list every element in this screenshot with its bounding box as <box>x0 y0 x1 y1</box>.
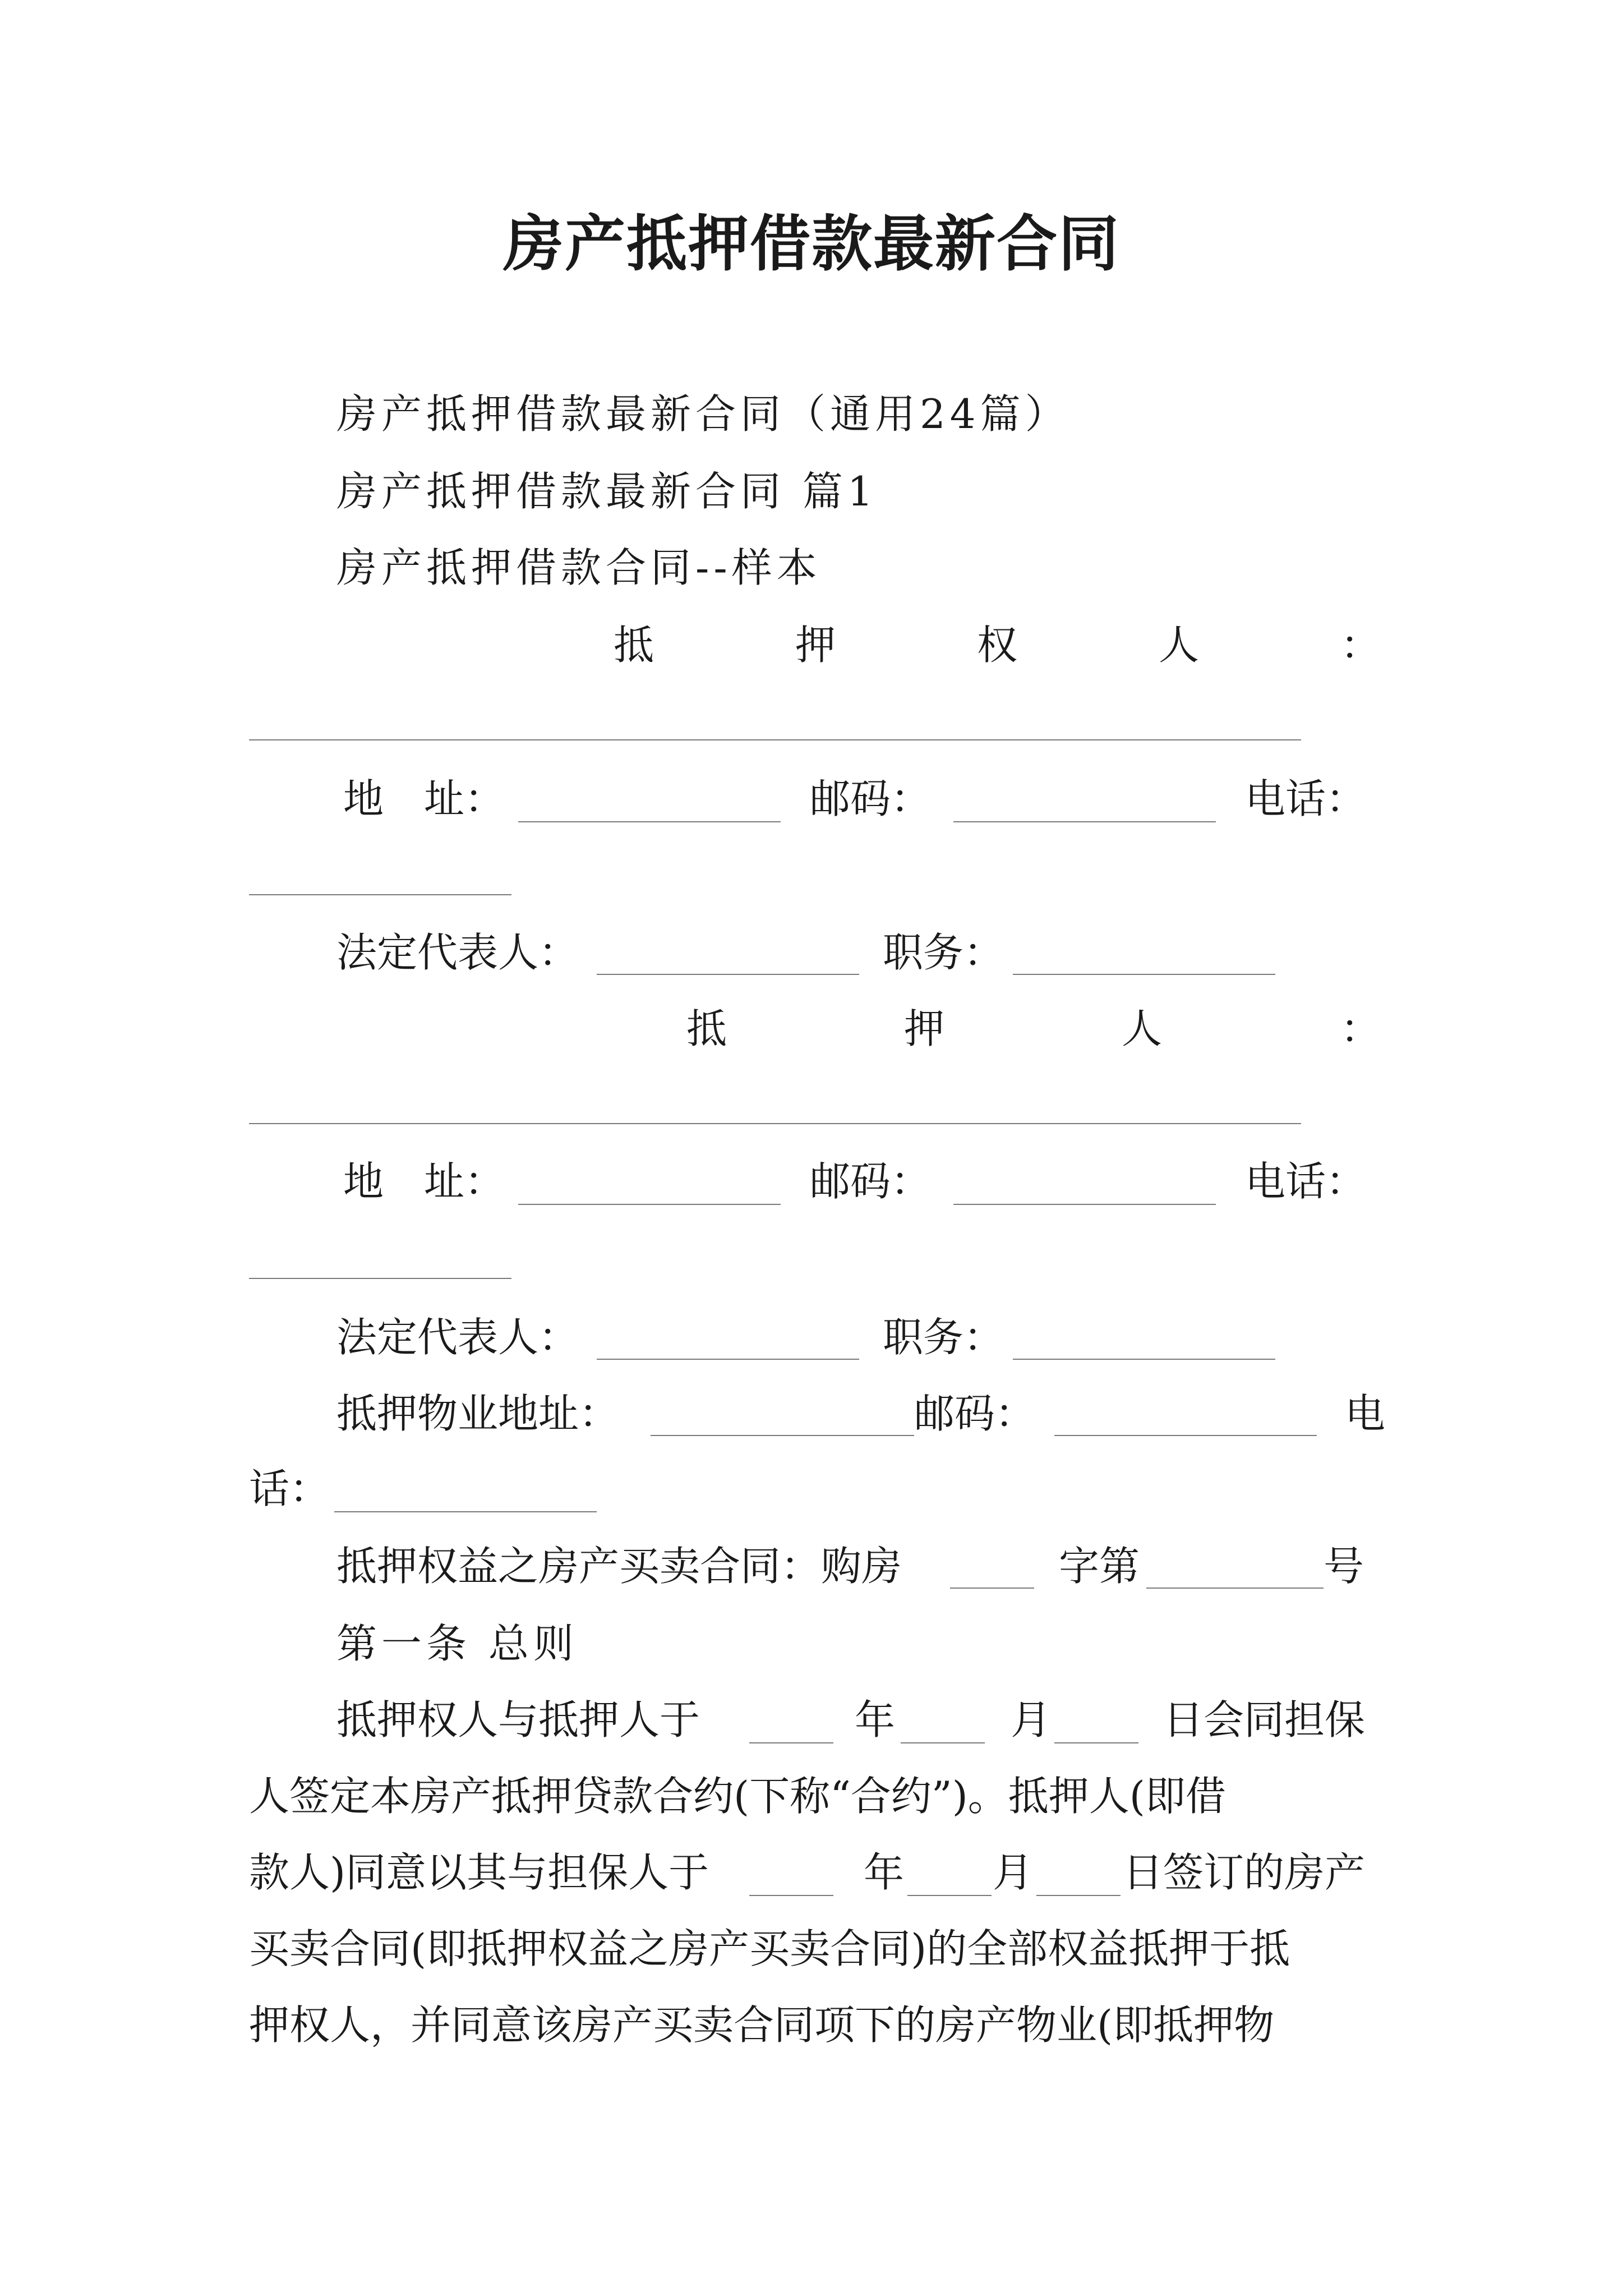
mortgagee-postcode-label: 邮码： <box>810 775 932 822</box>
mortgagee-address-label: 地 址： <box>343 775 505 822</box>
section1-heading: 第一条 总则 <box>336 1620 578 1667</box>
section1-p1-year: 年 <box>855 1696 896 1743</box>
sample-heading: 房产抵押借款合同--样本 <box>336 544 822 591</box>
mortgagee-position-label: 职务： <box>883 929 1004 976</box>
mortgagee-position-blank[interactable] <box>1013 974 1275 975</box>
section1-year-blank[interactable] <box>749 1742 833 1743</box>
section1-p3-month: 月 <box>993 1849 1034 1896</box>
property-phone-blank[interactable] <box>334 1511 597 1512</box>
mortgagor-postcode-blank[interactable] <box>953 1204 1216 1205</box>
contract-ref-hao-label: 号 <box>1324 1543 1364 1590</box>
mortgagee-legal-rep-blank[interactable] <box>597 974 859 975</box>
mortgagee-address-blank[interactable] <box>518 821 781 822</box>
section1-sign-year-blank[interactable] <box>749 1895 833 1896</box>
mortgagee-name-blank[interactable] <box>249 739 1301 740</box>
mortgagor-address-blank[interactable] <box>518 1204 781 1205</box>
section1-sign-month-blank[interactable] <box>907 1895 992 1896</box>
mortgagor-name-blank[interactable] <box>249 1123 1301 1124</box>
mortgagor-phone-label: 电话： <box>1245 1158 1367 1205</box>
mortgagor-address-label: 地 址： <box>343 1158 505 1205</box>
document-page: 房产抵押借款最新合同 房产抵押借款最新合同（通用24篇） 房产抵押借款最新合同 篇1 房产抵押借款合同--样本 抵 押 权 人 ： 地 址： 邮码： 电话： 法定代表人： 职务： 抵 押 人 ： 地 址： 邮码： 电话： 法定代表人： 职务： 抵押物业地址： 邮码： 电 话： 抵押权益之房产买卖合同：购房 字第 号 第一条 总则 抵押权人与抵押人于 年 月 日会同担保 人签定本房产抵押贷款合约(下称“合约”)。抵押人(即借 款人)同意以其与担保人于 年 月 日签订的房产 买卖合同(即抵押权益之房产买卖合同)的全部权益抵押于抵 押权人，并同意该房产买卖合同项下的房产物业(即抵押物 <box>0 0 1623 2296</box>
mortgagee-phone-blank[interactable] <box>249 894 511 895</box>
contract-ref-label: 抵押权益之房产买卖合同：购房 <box>336 1543 902 1590</box>
section1-day-blank[interactable] <box>1054 1742 1138 1743</box>
document-title: 房产抵押借款最新合同 <box>502 209 1120 279</box>
property-address-blank[interactable] <box>651 1435 914 1436</box>
section1-p3-text-d: 日签订的房产 <box>1123 1849 1366 1896</box>
contract-ref-prefix-blank[interactable] <box>950 1588 1034 1589</box>
mortgagor-postcode-label: 邮码： <box>810 1158 932 1205</box>
mortgagor-phone-blank[interactable] <box>249 1278 511 1279</box>
mortgagor-position-blank[interactable] <box>1013 1359 1275 1360</box>
section1-sign-day-blank[interactable] <box>1036 1895 1121 1896</box>
property-phone-label-part2: 话： <box>249 1465 330 1512</box>
section1-p5: 押权人，并同意该房产买卖合同项下的房产物业(即抵押物 <box>249 2001 1275 2049</box>
section1-month-blank[interactable] <box>901 1742 985 1743</box>
article-heading: 房产抵押借款最新合同 篇1 <box>336 468 878 515</box>
mortgagor-legal-rep-blank[interactable] <box>597 1359 859 1360</box>
contract-ref-zi-label: 字第 <box>1059 1543 1140 1590</box>
document-subtitle: 房产抵押借款最新合同（通用24篇） <box>336 390 1070 438</box>
mortgagee-postcode-blank[interactable] <box>953 821 1216 822</box>
property-postcode-blank[interactable] <box>1054 1435 1317 1436</box>
property-postcode-label: 邮码： <box>914 1390 1036 1437</box>
contract-ref-number-blank[interactable] <box>1146 1588 1324 1589</box>
section1-p1-text-d: 日会同担保 <box>1163 1696 1366 1743</box>
mortgagee-legal-rep-label: 法定代表人： <box>336 929 579 976</box>
section1-p1-text-a: 抵押权人与抵押人于 <box>336 1696 700 1743</box>
section1-p3-text-a: 款人)同意以其与担保人于 <box>249 1849 709 1896</box>
section1-p2: 人签定本房产抵押贷款合约(下称“合约”)。抵押人(即借 <box>249 1773 1226 1820</box>
property-address-label: 抵押物业地址： <box>336 1390 620 1437</box>
mortgagor-legal-rep-label: 法定代表人： <box>336 1314 579 1361</box>
mortgagor-position-label: 职务： <box>883 1314 1004 1361</box>
section1-p1-month: 月 <box>1011 1696 1052 1743</box>
mortgagee-phone-label: 电话： <box>1245 775 1367 822</box>
section1-p4: 买卖合同(即抵押权益之房产买卖合同)的全部权益抵押于抵 <box>249 1925 1290 1972</box>
property-phone-label-part1: 电 <box>1345 1390 1386 1437</box>
section1-p3-year: 年 <box>864 1849 905 1896</box>
